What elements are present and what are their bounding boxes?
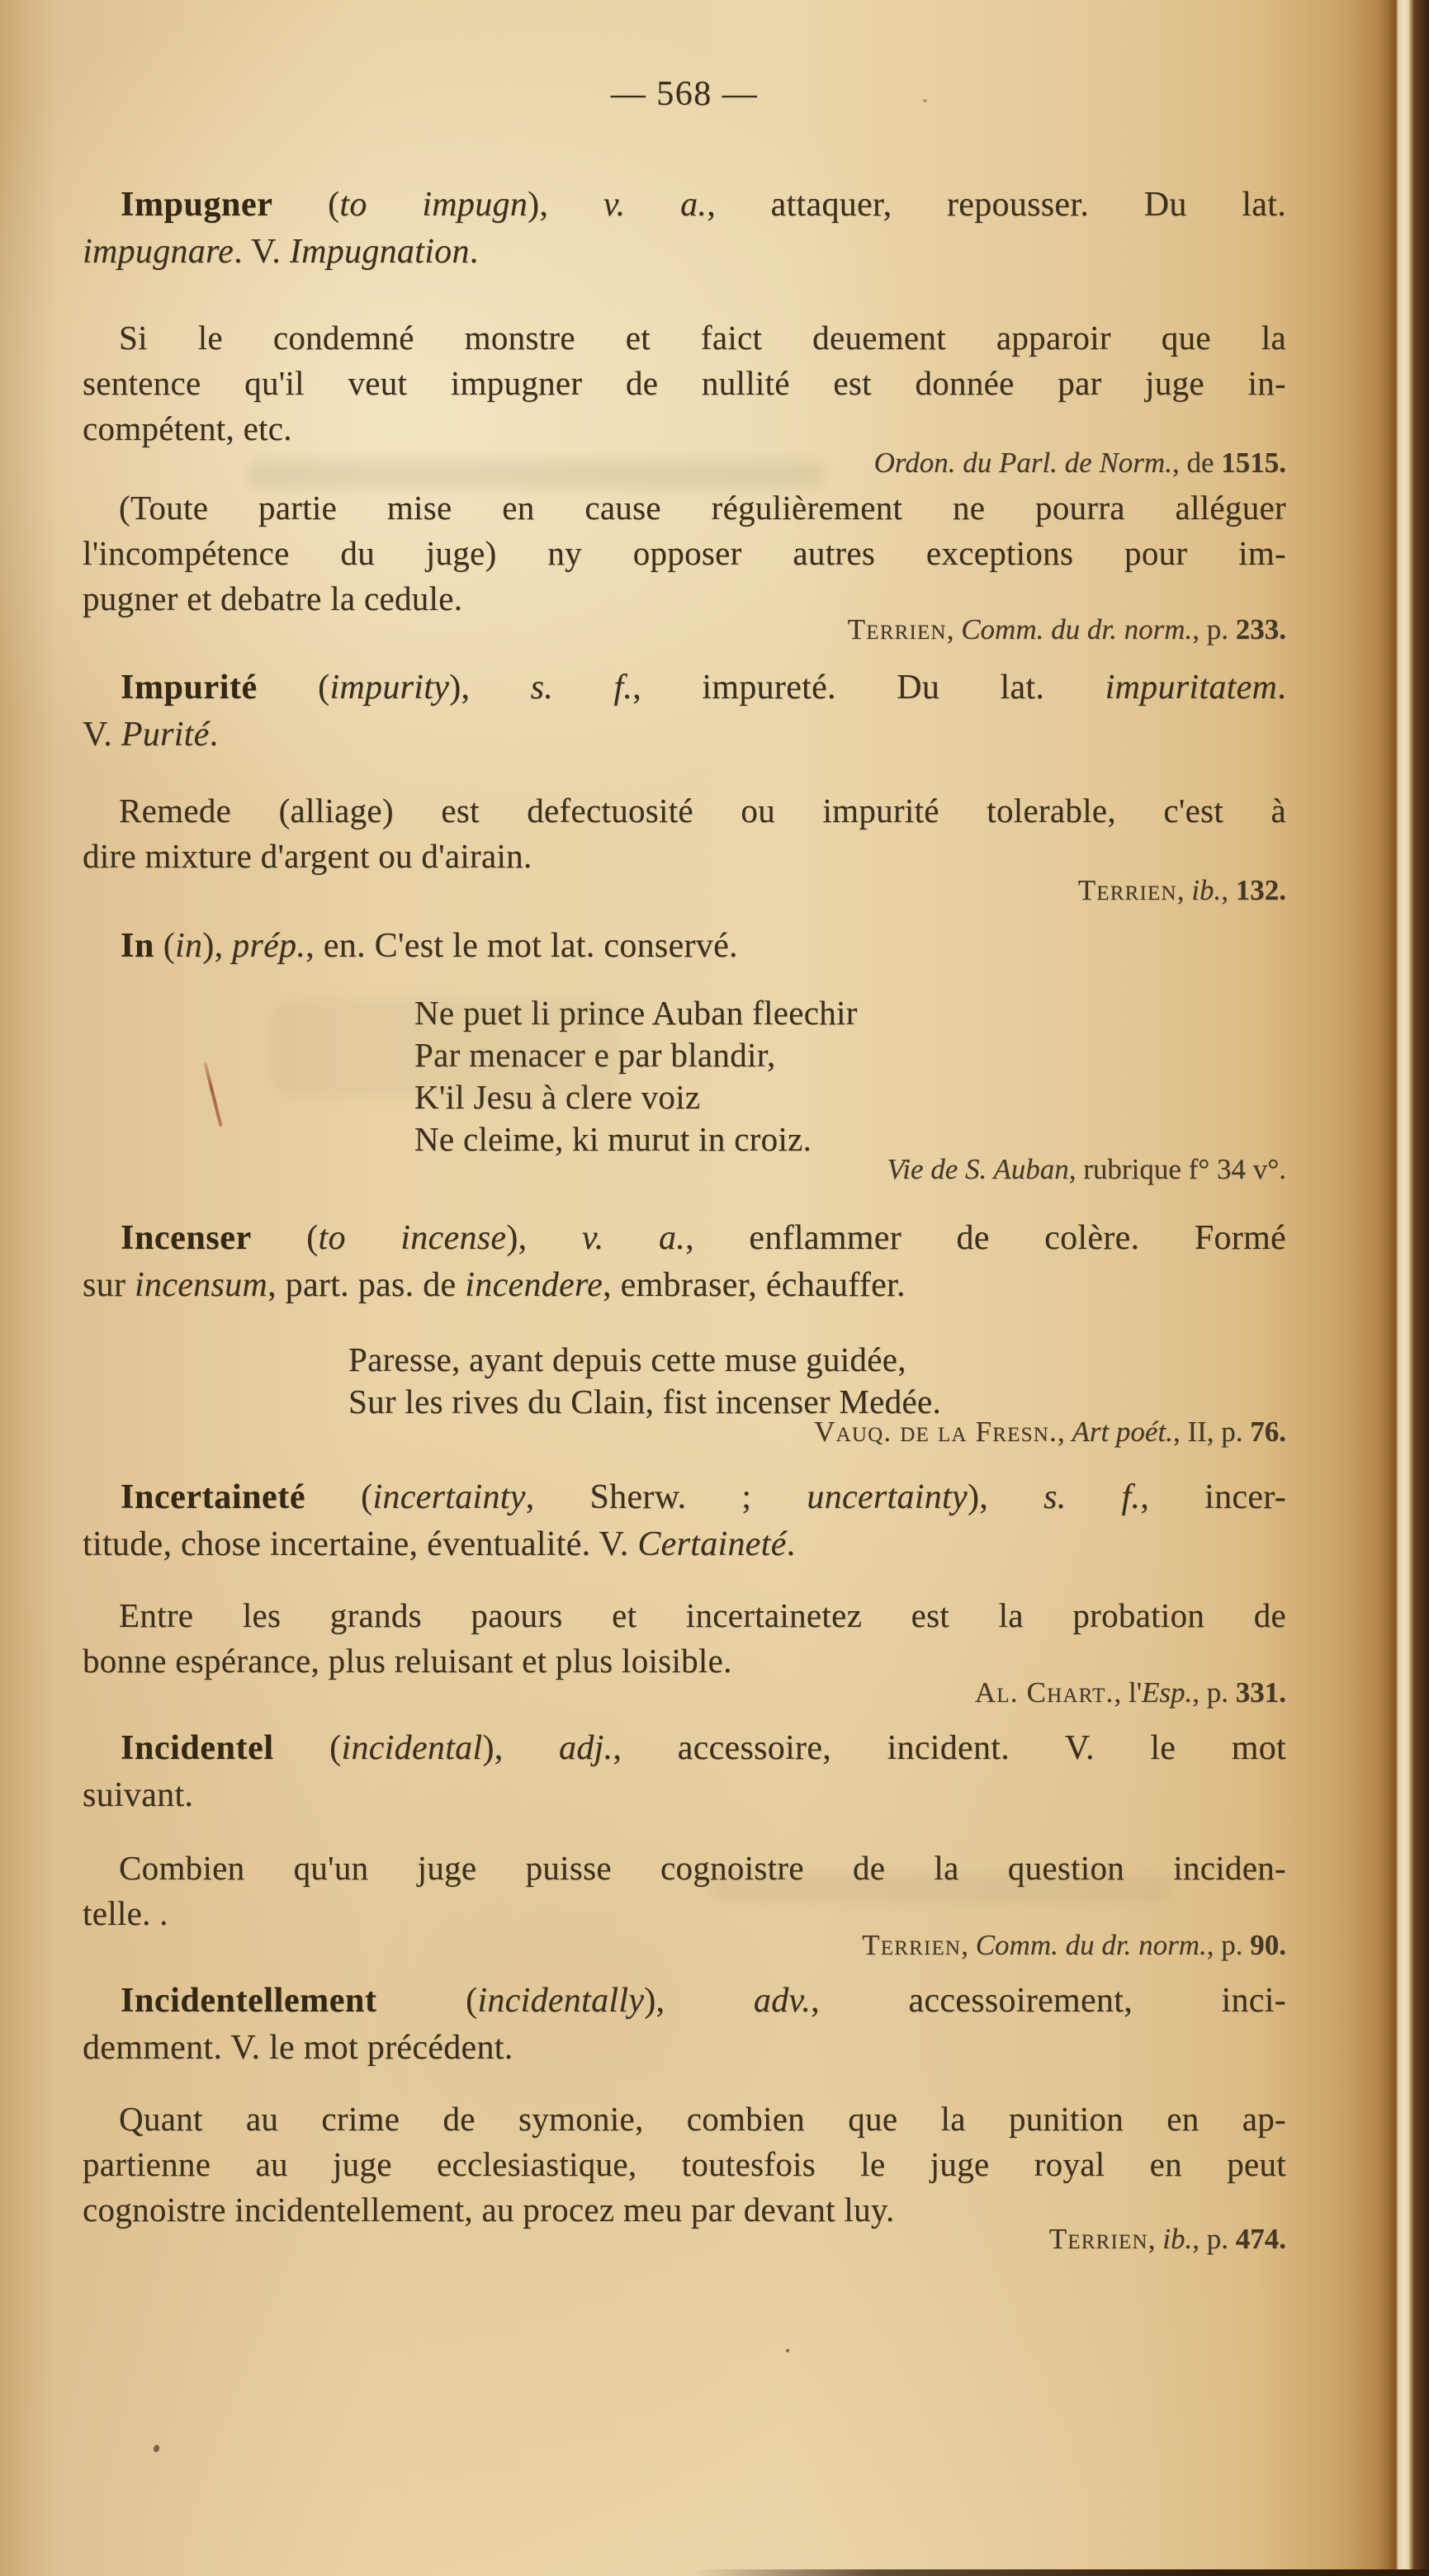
text-fragment: ), <box>967 1478 1044 1516</box>
pos-label: adv. <box>753 1982 812 2020</box>
definition-line <box>83 1474 1286 1521</box>
quote-line: Entre les grands paours et incertainetez est la probation de <box>119 1596 1286 1634</box>
verse-line: Sur les rives du Clain, fist incenser Medée. <box>348 1383 942 1420</box>
quote-line: Combien qu'un juge puisse cognoistre de la question inciden- <box>119 1849 1286 1887</box>
cross-reference: Impugnation <box>289 233 470 271</box>
text-fragment: sur <box>83 1266 135 1304</box>
work-title: ib. <box>1162 2223 1193 2255</box>
text-fragment: ), <box>449 669 531 707</box>
verse-quotation <box>83 992 1286 1160</box>
text-fragment: , accessoire, incident. V. le mot <box>613 1729 1286 1767</box>
pos-label: v. a. <box>603 186 707 224</box>
pos-label: s. f. <box>1043 1478 1141 1516</box>
quote-line: cognoistre incidentellement, au procez meu par devant luy. <box>83 2191 895 2229</box>
pos-label: prép. <box>232 927 306 965</box>
verse-line: Ne puet li prince Auban fleechir <box>414 994 858 1032</box>
definition-line <box>83 923 1286 970</box>
text-fragment: , attaquer, repousser. Du lat. <box>707 186 1287 224</box>
definition-line <box>83 1215 1286 1262</box>
english-gloss: incertainty <box>372 1478 526 1516</box>
work-title: ib. <box>1191 874 1222 906</box>
text-fragment: ( <box>305 1478 373 1516</box>
latin-etymon: impuritatem <box>1105 669 1278 707</box>
quote-line: dire mixture d'argent ou d'airain. <box>83 837 532 875</box>
text-fragment: ( <box>273 1729 342 1767</box>
quotation <box>83 315 1286 451</box>
text-fragment: , impureté. Du lat. <box>632 669 1105 707</box>
english-gloss: incidentally <box>477 1982 645 2020</box>
citation-number: 233. <box>1235 613 1286 645</box>
citation-author: Al. Chart. <box>974 1676 1114 1709</box>
quotation <box>83 2096 1286 2233</box>
citation-number: 331. <box>1235 1676 1286 1709</box>
headword: Incidentel <box>121 1729 274 1767</box>
work-title: Art poét. <box>1072 1416 1173 1448</box>
text-fragment: ( <box>376 1982 478 2020</box>
page-number-header: — 568 — <box>610 75 759 113</box>
verse-line: K'il Jesu à clere voiz <box>414 1078 701 1116</box>
entry-impurite-definition <box>83 664 1286 759</box>
text-fragment: , <box>1221 874 1236 906</box>
definition-line <box>83 2025 1286 2072</box>
verse-line: Paresse, ayant depuis cette muse guidée, <box>348 1340 906 1378</box>
text-fragment: ( <box>251 1219 319 1257</box>
headword: Incertaineté <box>121 1478 306 1516</box>
text-fragment: , accessoirement, inci- <box>811 1982 1286 2020</box>
paper-smudge <box>272 999 619 1098</box>
text-fragment: , <box>1176 874 1192 906</box>
text-fragment: suivant. <box>83 1776 194 1814</box>
citation <box>83 873 1356 908</box>
paper-smudge <box>248 461 826 489</box>
page-bottom-edge <box>693 2569 1429 2576</box>
cross-reference: Purité <box>121 716 210 754</box>
quote-line: Remede (alliage) est defectuosité ou impurité tolerable, c'est à <box>119 792 1286 830</box>
quote-line: telle. . <box>83 1894 168 1932</box>
citation-number: 132. <box>1235 874 1286 906</box>
text-fragment: ), <box>506 1219 582 1257</box>
quote-line: bonne espérance, plus reluisant et plus loisible. <box>83 1642 732 1680</box>
text-fragment: , <box>961 1929 976 1961</box>
citation-number: 1515. <box>1221 447 1286 479</box>
text-fragment: ( <box>154 927 175 965</box>
work-title: Ordon. du Parl. de Norm. <box>873 447 1172 479</box>
definition-line <box>83 664 1286 711</box>
text-fragment: , p. <box>1192 1676 1236 1709</box>
text-fragment: , II, p. <box>1172 1416 1251 1448</box>
text-fragment: ), <box>528 186 603 224</box>
citation-author: Terrien <box>862 1929 962 1961</box>
text-fragment: demment. V. le mot précédent. <box>83 2029 513 2067</box>
text-fragment: , l' <box>1114 1676 1142 1709</box>
quotation <box>83 788 1286 879</box>
book-binding-edge <box>1350 0 1429 2576</box>
text-fragment: ), <box>482 1729 560 1767</box>
quote-line: compétent, etc. <box>83 409 292 447</box>
latin-etymon: impugnare <box>83 233 234 271</box>
text-fragment: ( <box>257 669 330 707</box>
work-title: Comm. du dr. norm. <box>975 1929 1207 1961</box>
english-gloss: to incense <box>318 1219 507 1257</box>
quote-line: Si le condemné monstre et faict deuement apparoir que la <box>119 319 1286 357</box>
citation <box>83 2222 1339 2257</box>
text-fragment: , p. <box>1206 1929 1251 1961</box>
citation-author: Terrien <box>1077 874 1177 906</box>
english-gloss: uncertainty <box>807 1478 968 1516</box>
definition-line <box>83 1725 1286 1772</box>
text-fragment: , enflammer de colère. Formé <box>685 1219 1286 1257</box>
entry-incidentellement-definition <box>83 1978 1286 2072</box>
citation-author: Terrien <box>847 613 947 645</box>
headword: Impugner <box>121 186 273 224</box>
text-fragment: V. <box>83 716 121 754</box>
text-fragment: , en. C'est le mot lat. conservé. <box>305 927 738 965</box>
text-fragment: ), <box>202 927 233 965</box>
latin-etymon: incendere <box>465 1266 603 1304</box>
quote-line: (Toute partie mise en cause régulièrement ne pourra alléguer <box>119 489 1286 527</box>
quotation <box>83 485 1286 622</box>
text-fragment: , embraser, échauffer. <box>603 1266 906 1304</box>
text-fragment: , Sherw. ; <box>525 1478 807 1516</box>
english-gloss: impurity <box>329 669 450 707</box>
quote-line: pugner et debatre la cedule. <box>83 579 463 617</box>
english-gloss: in <box>175 927 203 965</box>
text-fragment: . <box>209 716 219 754</box>
citation-number: 76. <box>1250 1416 1286 1448</box>
entry-incidentel-definition <box>83 1725 1286 1819</box>
entry-incertainete-definition <box>83 1474 1286 1568</box>
entry-impugner-definition <box>83 182 1286 276</box>
definition-line <box>83 1521 1286 1568</box>
text-fragment: , p. <box>1192 613 1236 645</box>
headword: Incidentellement <box>121 1982 377 2020</box>
definition-line <box>83 229 1286 276</box>
verse-line: Ne cleime, ki murut in croiz. <box>414 1120 812 1158</box>
text-fragment: ( <box>272 186 340 224</box>
headword: Incenser <box>121 1219 252 1257</box>
quote-line: l'incompétence du juge) ny opposer autres exceptions pour im- <box>83 534 1286 572</box>
quote-line: Quant au crime de symonie, combien que la punition en ap- <box>119 2100 1286 2138</box>
citation <box>83 1928 1339 1963</box>
headword: In <box>121 927 154 965</box>
citation <box>83 1415 1326 1449</box>
paper-smudge <box>710 1874 1172 1903</box>
citation-number: 474. <box>1235 2223 1286 2255</box>
text-fragment: . V. <box>234 233 290 271</box>
citation-author: Vauq. de la Fresn. <box>814 1416 1058 1448</box>
citation <box>83 1152 1339 1187</box>
english-gloss: incidental <box>341 1729 483 1767</box>
text-fragment: . <box>469 233 479 271</box>
quotation <box>83 1593 1286 1684</box>
pos-label: v. a. <box>581 1219 686 1257</box>
work-title: Vie de S. Auban <box>887 1153 1069 1185</box>
text-fragment: . <box>1277 669 1286 707</box>
text-fragment: , incer- <box>1140 1478 1287 1516</box>
definition-line <box>83 1262 1286 1309</box>
headword: Impurité <box>121 669 258 707</box>
verse-line: Par menacer e par blandir, <box>414 1036 776 1074</box>
text-fragment: titude, chose incertaine, éventualité. V. <box>83 1525 638 1563</box>
text-fragment: . <box>786 1525 796 1563</box>
text-fragment: , rubrique f° 34 v°. <box>1068 1153 1286 1185</box>
definition-line <box>83 182 1286 229</box>
pos-label: s. f. <box>530 669 633 707</box>
text-fragment: ), <box>644 1982 754 2020</box>
entry-incenser-definition <box>83 1215 1286 1309</box>
definition-line <box>83 1978 1286 2025</box>
text-fragment: , de <box>1171 447 1222 479</box>
paper-speck <box>786 2349 789 2352</box>
text-fragment: , <box>946 613 962 645</box>
text-fragment: , part. pas. de <box>267 1266 466 1304</box>
quote-line: partienne au juge ecclesiastique, toutesfois le juge royal en peut <box>83 2145 1286 2183</box>
paper-speck <box>923 99 927 102</box>
paper-speck <box>153 2444 161 2453</box>
cross-reference: Certaineté <box>637 1525 787 1563</box>
text-fragment: , <box>1147 2223 1163 2255</box>
definition-line <box>83 1772 1286 1819</box>
text-fragment: , <box>1057 1416 1072 1448</box>
work-title: Esp. <box>1142 1676 1193 1709</box>
text-fragment: , p. <box>1192 2223 1236 2255</box>
english-gloss: to impugn <box>339 186 528 224</box>
citation <box>83 612 1339 647</box>
latin-etymon: incensum <box>135 1266 268 1304</box>
pos-label: adj. <box>559 1729 613 1767</box>
work-title: Comm. du dr. norm. <box>961 613 1193 645</box>
entry-in-definition <box>83 923 1286 970</box>
citation <box>83 1676 1375 1710</box>
citation-number: 90. <box>1250 1929 1286 1961</box>
definition-line <box>83 711 1286 759</box>
verse-quotation <box>83 1339 1286 1423</box>
quote-line: sentence qu'il veut impugner de nullité est donnée par juge in- <box>83 364 1286 402</box>
citation-author: Terrien <box>1048 2223 1148 2255</box>
